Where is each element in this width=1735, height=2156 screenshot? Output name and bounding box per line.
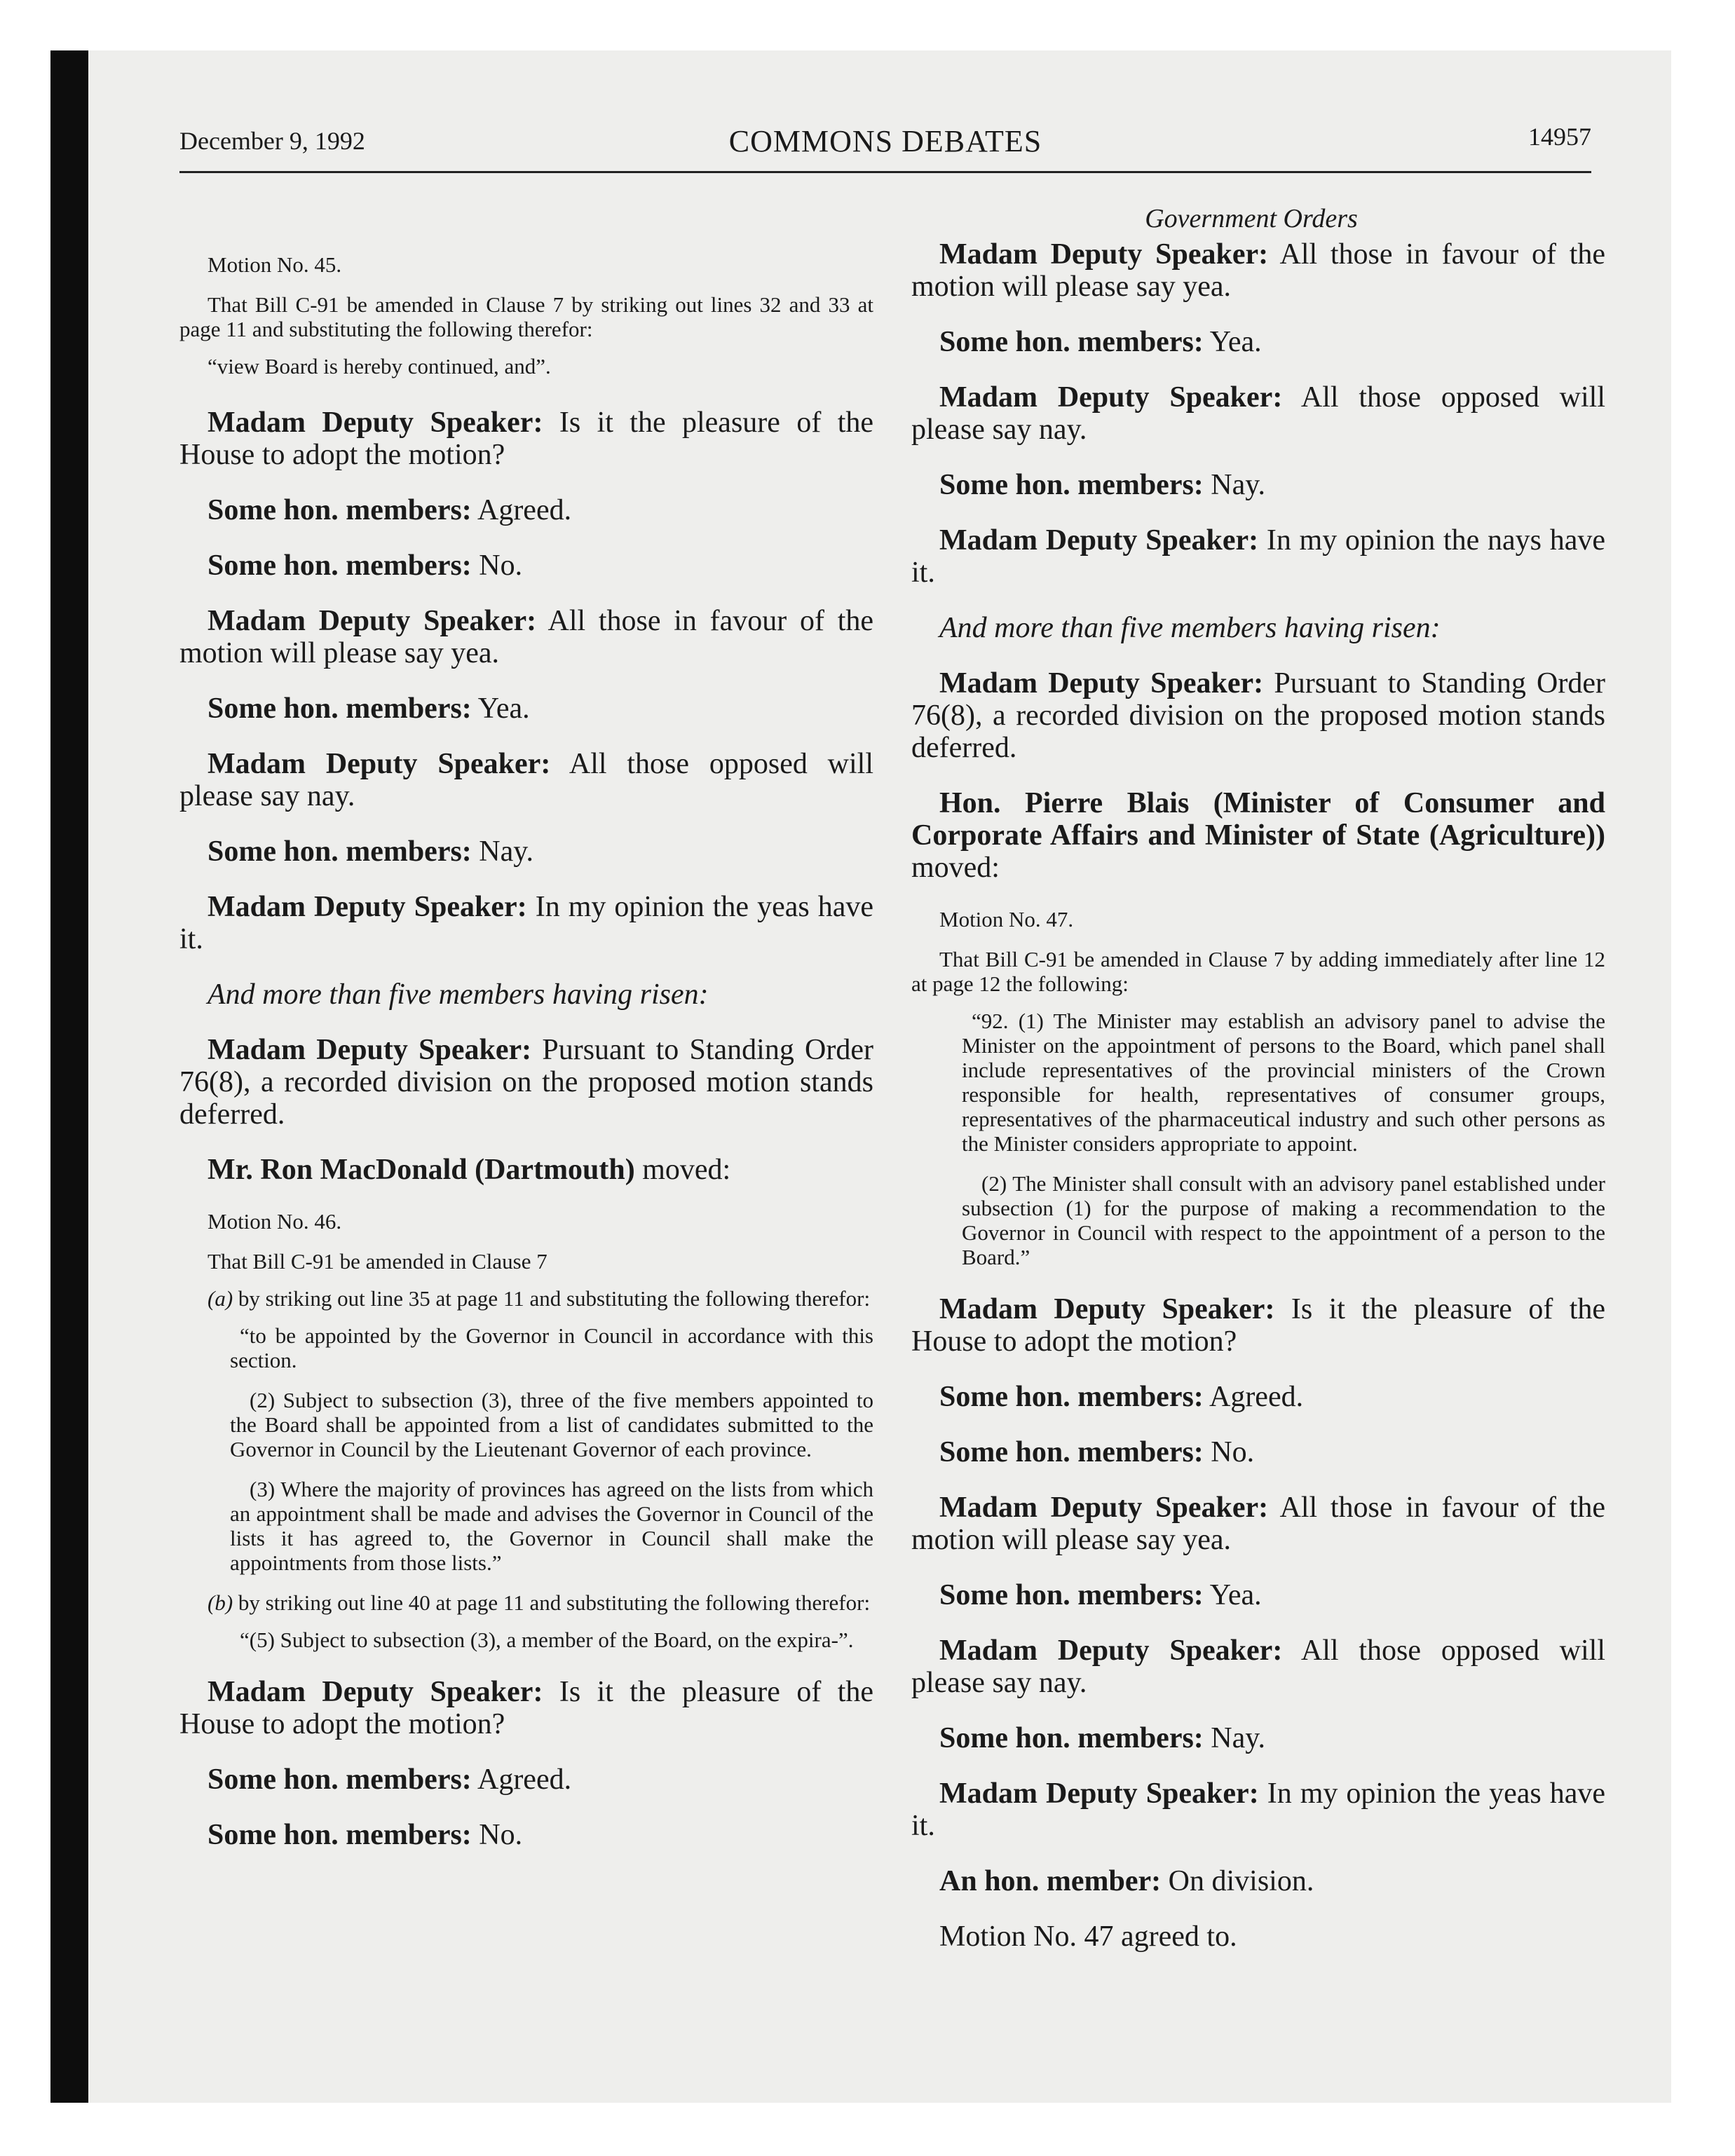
speech <box>911 1436 1605 1468</box>
speaker: Some hon. members: <box>207 835 472 868</box>
speech-text: Yea. <box>1209 1579 1262 1611</box>
speech <box>179 1154 873 1186</box>
speech <box>179 1819 873 1851</box>
speech <box>911 1722 1605 1754</box>
header-date: December 9, 1992 <box>179 127 365 155</box>
speech <box>179 550 873 582</box>
speech <box>911 787 1605 884</box>
motion-number: Motion No. 45. <box>207 252 342 277</box>
speaker: Madam Deputy Speaker: <box>939 381 1283 414</box>
speech-text: In my opinion the nays have it. <box>911 524 1606 589</box>
speech <box>179 1034 873 1131</box>
speaker: Madam Deputy Speaker: <box>939 1778 1259 1810</box>
speaker: Hon. Pierre Blais (Minister of Consumer and Corporate Affairs and Minister of State (Agriculture)) <box>911 787 1605 852</box>
speech-text: Agreed. <box>1209 1381 1304 1413</box>
speech-text: Agreed. <box>477 1763 572 1796</box>
speech <box>911 1381 1605 1413</box>
speech-text: In my opinion the yeas have it. <box>179 891 873 955</box>
speaker: Some hon. members: <box>939 1381 1204 1413</box>
speech-text: Is it the pleasure of the House to adopt the motion? <box>179 407 874 471</box>
speaker: Some hon. members: <box>207 1819 472 1851</box>
speaker: Madam Deputy Speaker: <box>939 524 1259 557</box>
speech-text: Pursuant to Standing Order 76(8), a recorded division on the proposed motion stands deferred. <box>911 667 1606 764</box>
speech-text: moved: <box>911 852 1000 884</box>
header-title: COMMONS DEBATES <box>728 124 1042 158</box>
speech <box>911 326 1605 358</box>
speaker: Madam Deputy Speaker: <box>207 891 527 923</box>
speech <box>911 1635 1605 1699</box>
speech <box>911 1492 1605 1556</box>
speaker: An hon. member: <box>939 1865 1162 1897</box>
speech-text: Yea. <box>1209 326 1262 358</box>
stage-direction: And more than five members having risen: <box>939 612 1441 644</box>
speech <box>179 407 873 471</box>
left-column <box>179 238 873 1874</box>
clause-label: (a) <box>207 1286 233 1311</box>
speaker: Some hon. members: <box>939 1579 1204 1611</box>
speech-text: All those opposed will please say nay. <box>911 1635 1606 1699</box>
speech <box>911 1778 1605 1842</box>
motion-text: That Bill C-91 be amended in Clause 7 by striking out lines 32 and 33 at page 11 and substituting the following therefor: <box>179 292 873 341</box>
speech <box>179 494 873 526</box>
speech <box>911 524 1605 589</box>
speech-text: Nay. <box>479 835 534 868</box>
speech-text: All those in favour of the motion will please say yea. <box>911 238 1605 303</box>
speaker: Madam Deputy Speaker: <box>207 1676 543 1708</box>
speech <box>179 835 873 868</box>
speech <box>911 1865 1605 1897</box>
motion-quote: “to be appointed by the Governor in Council in accordance with this section. <box>230 1323 873 1372</box>
speech <box>911 238 1605 303</box>
speaker: Madam Deputy Speaker: <box>207 748 551 780</box>
speech-text: Is it the pleasure of the House to adopt the motion? <box>911 1293 1606 1358</box>
speech <box>911 1293 1605 1358</box>
speech-text: Yea. <box>477 692 530 725</box>
header-page-number: 14957 <box>1528 123 1591 151</box>
speaker: Madam Deputy Speaker: <box>939 238 1269 271</box>
speech-text: In my opinion the yeas have it. <box>911 1778 1605 1842</box>
speech <box>179 891 873 955</box>
page-header <box>179 121 1591 173</box>
speech <box>911 469 1605 501</box>
stage-direction: And more than five members having risen: <box>207 978 709 1011</box>
speech-text: All those opposed will please say nay. <box>911 381 1606 446</box>
motion-quote: “(5) Subject to subsection (3), a member of the Board, on the expira-”. <box>240 1628 854 1652</box>
speech-text: No. <box>1211 1436 1255 1468</box>
speaker: Madam Deputy Speaker: <box>939 1635 1283 1667</box>
section-title: Government Orders <box>1145 204 1358 233</box>
speech-text: On division. <box>1168 1865 1314 1897</box>
speaker: Some hon. members: <box>939 1722 1204 1754</box>
speech <box>179 692 873 725</box>
speech-text: Pursuant to Standing Order 76(8), a recorded division on the proposed motion stands deferred. <box>179 1034 874 1131</box>
scan-edge-bar <box>50 50 88 2103</box>
speech-text: Agreed. <box>477 494 572 526</box>
speech <box>179 1676 873 1740</box>
speaker: Some hon. members: <box>939 469 1204 501</box>
speaker: Some hon. members: <box>939 1436 1204 1468</box>
speech-text: No. <box>479 1819 523 1851</box>
speech-text: moved: <box>642 1154 731 1186</box>
motion-quote: (2) The Minister shall consult with an advisory panel established under subsection (1) for the purpose of making a recommendation to the Governor in Council with respect to the appointment of a person to the Board.” <box>962 1171 1605 1269</box>
speaker: Mr. Ron MacDonald (Dartmouth) <box>207 1154 635 1186</box>
motion-number: Motion No. 46. <box>207 1209 342 1234</box>
speech <box>179 1763 873 1796</box>
speaker: Some hon. members: <box>207 1763 472 1796</box>
motion-quote: “view Board is hereby continued, and”. <box>207 354 551 378</box>
speaker: Madam Deputy Speaker: <box>207 407 543 439</box>
right-column <box>911 238 1605 1976</box>
speech-text: All those in favour of the motion will please say yea. <box>911 1492 1605 1556</box>
speech-text: Is it the pleasure of the House to adopt the motion? <box>179 1676 874 1740</box>
clause-label: (b) <box>207 1590 233 1615</box>
speech-text: All those in favour of the motion will please say yea. <box>179 605 873 669</box>
speaker: Some hon. members: <box>939 326 1204 358</box>
speaker: Madam Deputy Speaker: <box>207 1034 532 1066</box>
motion-text: That Bill C-91 be amended in Clause 7 <box>207 1249 547 1274</box>
motion-quote: (2) Subject to subsection (3), three of the five members appointed to the Board shall be appointed from a list of candidates submitted to the Governor in Council by the Lieutenant Governor of each province. <box>230 1388 873 1461</box>
motion-clause <box>179 1590 873 1615</box>
motion-result: Motion No. 47 agreed to. <box>939 1920 1237 1953</box>
speaker: Some hon. members: <box>207 550 472 582</box>
speech <box>911 667 1605 764</box>
clause-text: by striking out line 35 at page 11 and substituting the following therefor: <box>238 1286 871 1311</box>
speech <box>911 1579 1605 1611</box>
speech <box>179 748 873 812</box>
speech-text: All those opposed will please say nay. <box>179 748 874 812</box>
clause-text: by striking out line 40 at page 11 and substituting the following therefor: <box>238 1590 871 1615</box>
motion-text: That Bill C-91 be amended in Clause 7 by adding immediately after line 12 at page 12 the following: <box>911 947 1605 996</box>
motion-quote: “92. (1) The Minister may establish an advisory panel to advise the Minister on the appointment of persons to the Board, which panel shall include representatives of the provincial ministers of the Crown responsible for health, representatives of consumer groups, representatives of the pharmaceutical industry and such other persons as the Minister considers appropriate to appoint. <box>962 1009 1605 1156</box>
speaker: Madam Deputy Speaker: <box>939 1293 1275 1325</box>
speech <box>179 605 873 669</box>
speaker: Madam Deputy Speaker: <box>207 605 537 637</box>
speaker: Madam Deputy Speaker: <box>939 667 1264 700</box>
motion-quote: (3) Where the majority of provinces has agreed on the lists from which an appointment shall be made and advises the Governor in Council of the lists it has agreed to, the Governor in Council shall make the appointments from those lists.” <box>230 1477 873 1575</box>
speech-text: Nay. <box>1211 1722 1266 1754</box>
speech <box>911 381 1605 446</box>
speech-text: No. <box>479 550 523 582</box>
speech-text: Nay. <box>1211 469 1266 501</box>
speaker: Madam Deputy Speaker: <box>939 1492 1269 1524</box>
speaker: Some hon. members: <box>207 494 472 526</box>
speaker: Some hon. members: <box>207 692 472 725</box>
motion-number: Motion No. 47. <box>939 907 1074 932</box>
motion-clause <box>179 1286 873 1311</box>
